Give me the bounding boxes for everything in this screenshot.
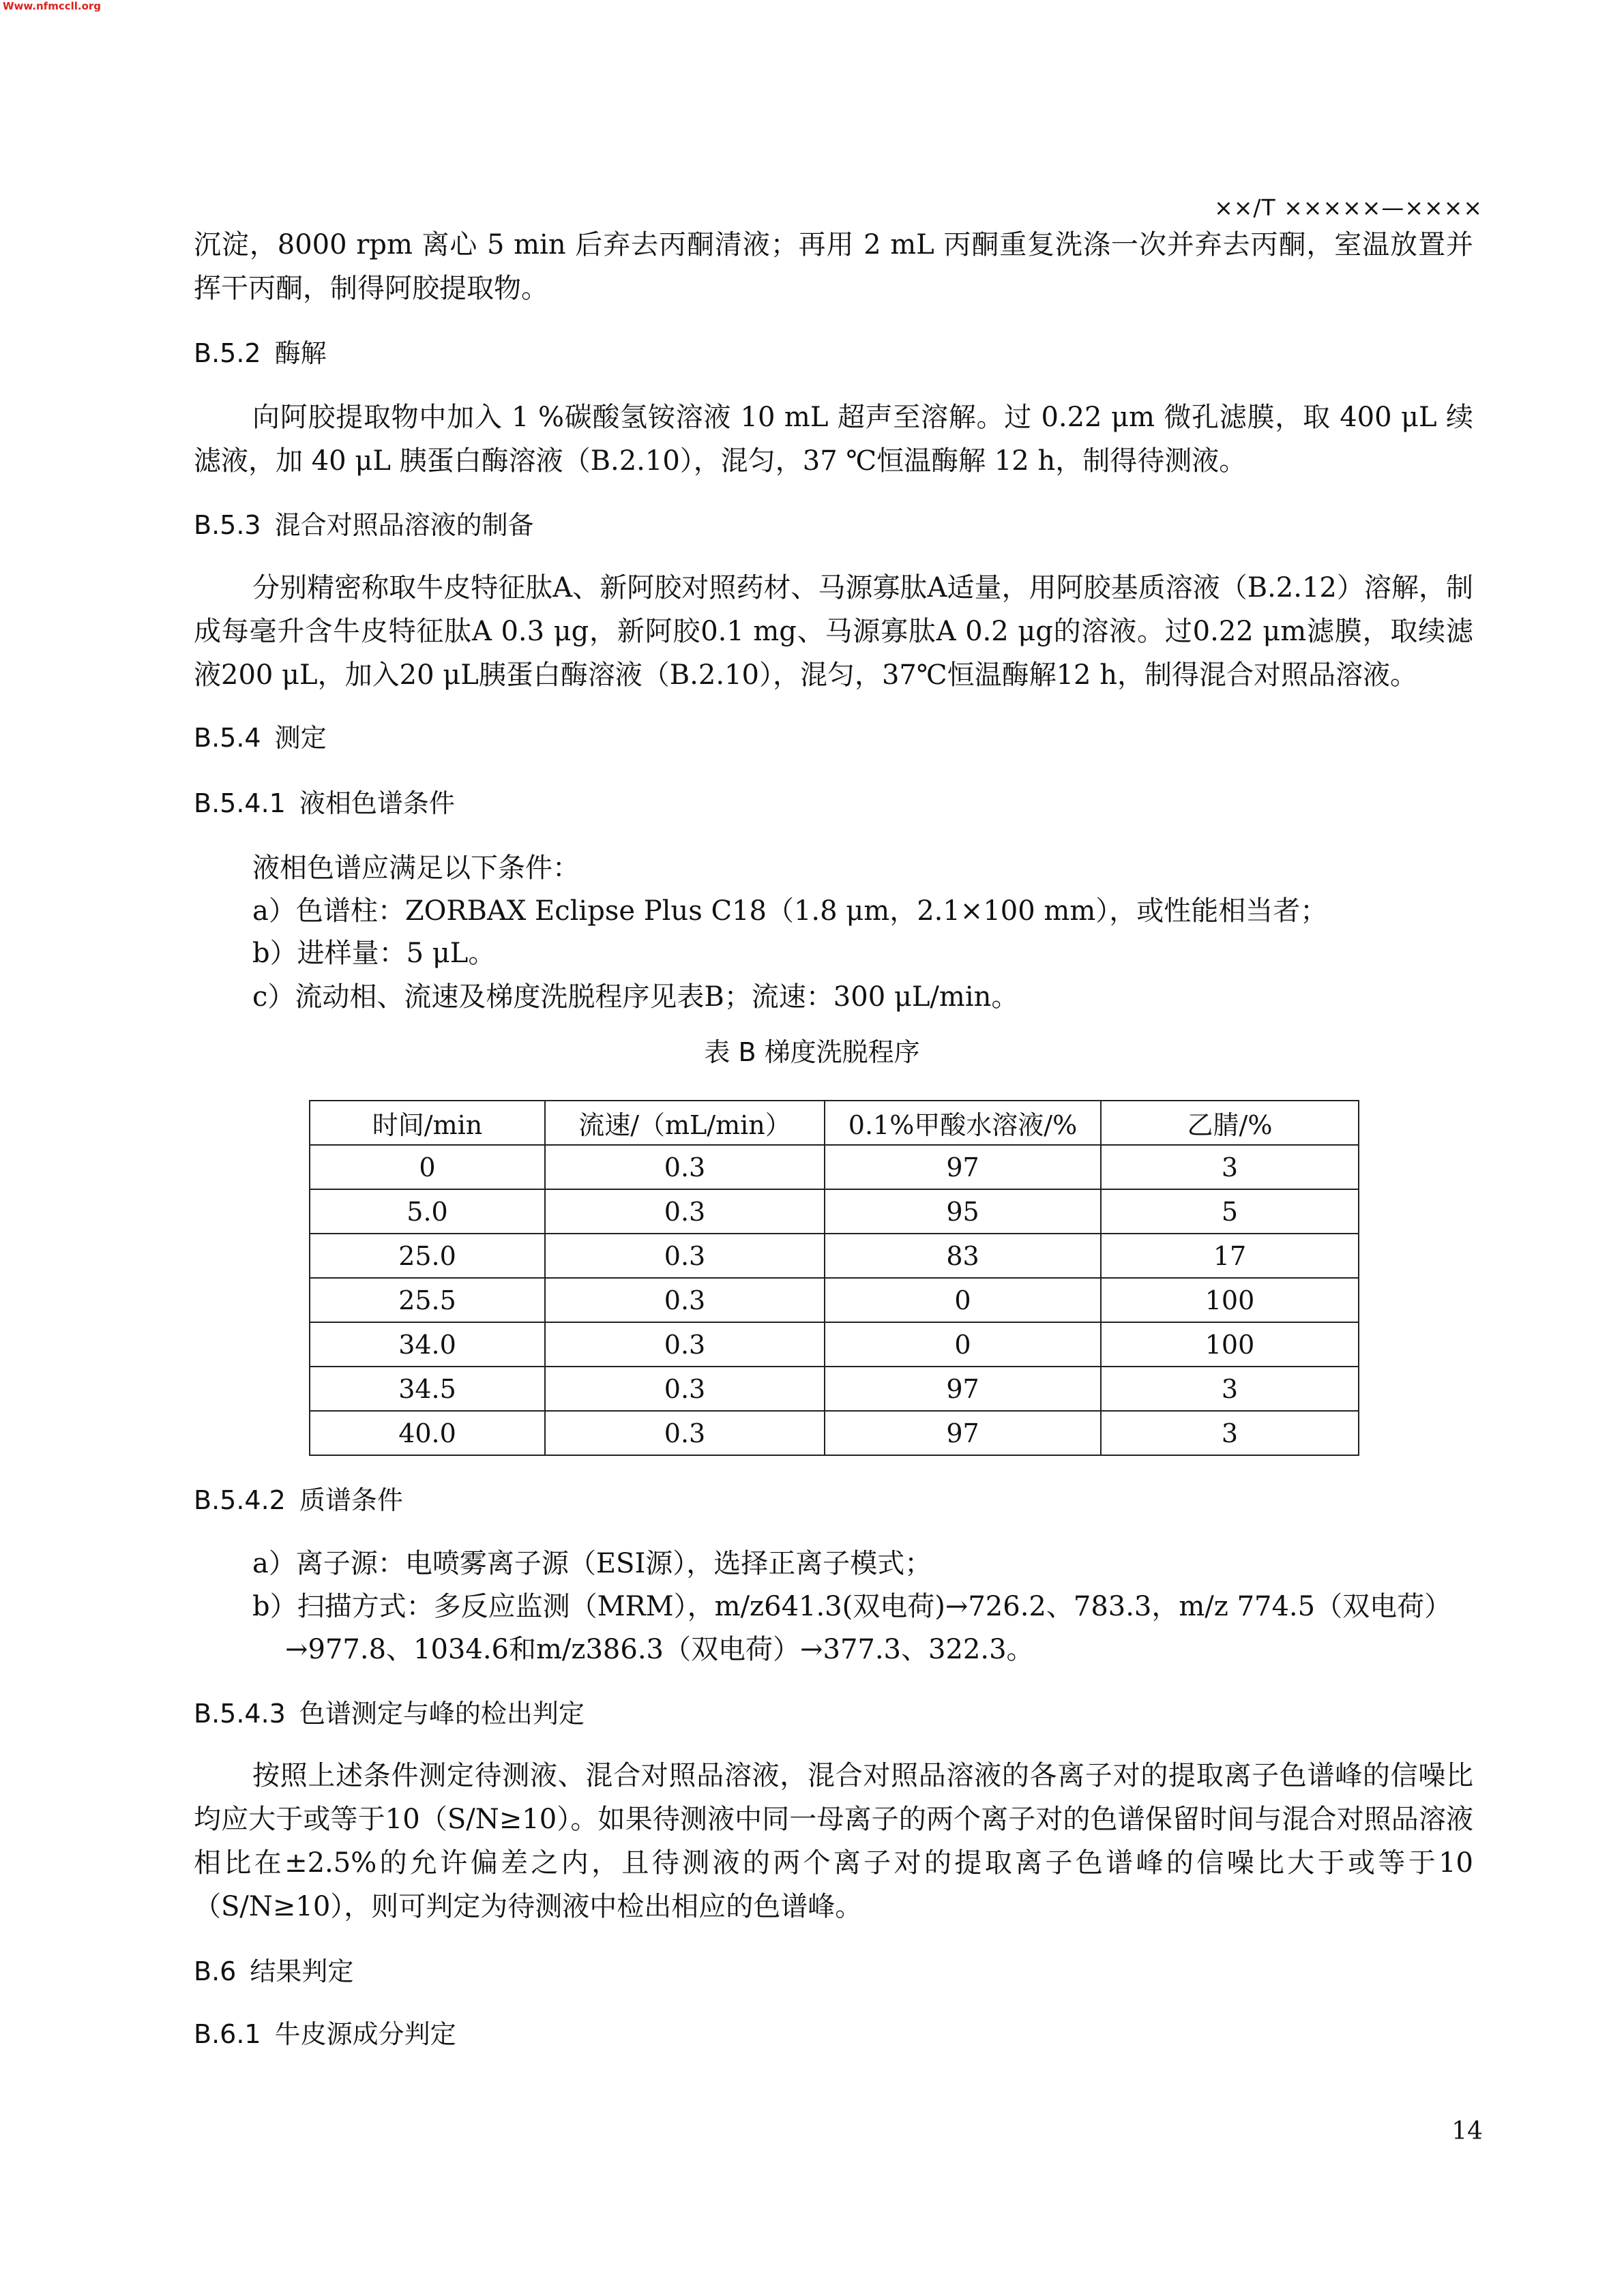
table-caption: 表 B 梯度洗脱程序 <box>704 1037 920 1067</box>
table-cell: 40.0 <box>310 1411 545 1455</box>
table-cell: 5 <box>1101 1189 1359 1234</box>
lc-item-c: c）流动相、流速及梯度洗脱程序见表B；流速：300 μL/min。 <box>252 981 1019 1013</box>
table-row <box>310 1367 1359 1411</box>
table-cell: 0.3 <box>545 1278 825 1322</box>
table-cell: 0.3 <box>545 1189 825 1234</box>
heading-number: B.6 <box>194 1956 237 1986</box>
heading-title: 质谱条件 <box>299 1485 403 1515</box>
heading-b52 <box>194 336 327 370</box>
heading-number: B.5.2 <box>194 338 261 368</box>
table-cell: 97 <box>825 1367 1101 1411</box>
ms-item-b: b）扫描方式：多反应监测（MRM），m/z641.3(双电荷)→726.2、783.3，m/z 774.5（双电荷） <box>252 1591 1452 1622</box>
column-header-time: 时间/min <box>310 1101 545 1145</box>
table-cell: 5.0 <box>310 1189 545 1234</box>
heading-number: B.6.1 <box>194 2019 261 2049</box>
heading-title: 结果判定 <box>250 1956 354 1986</box>
table-cell: 34.0 <box>310 1322 545 1367</box>
table-cell: 3 <box>1101 1367 1359 1411</box>
heading-number: B.5.4 <box>194 723 261 753</box>
table-cell: 97 <box>825 1411 1101 1455</box>
heading-b6 <box>194 1954 353 1988</box>
ms-item-b-continued: →977.8、1034.6和m/z386.3（双电荷）→377.3、322.3。 <box>285 1634 1034 1665</box>
document-code-header: ××/T ×××××—×××× <box>1214 194 1483 221</box>
table-cell: 25.5 <box>310 1278 545 1322</box>
table-cell: 17 <box>1101 1234 1359 1278</box>
table-cell: 0.3 <box>545 1145 825 1189</box>
table-cell: 97 <box>825 1145 1101 1189</box>
table-row <box>310 1411 1359 1455</box>
table-cell: 100 <box>1101 1278 1359 1322</box>
table-header-row <box>310 1101 1359 1145</box>
gradient-elution-table <box>309 1100 1359 1456</box>
lc-item-b: b）进样量：5 μL。 <box>252 938 496 969</box>
table-cell: 0.3 <box>545 1322 825 1367</box>
table-cell: 0.3 <box>545 1367 825 1411</box>
table-cell: 0.3 <box>545 1411 825 1455</box>
table-row <box>310 1322 1359 1367</box>
table-row <box>310 1234 1359 1278</box>
heading-number: B.5.3 <box>194 510 261 540</box>
heading-b53 <box>194 508 534 542</box>
table-cell: 0 <box>310 1145 545 1189</box>
table-cell: 95 <box>825 1189 1101 1234</box>
table-row <box>310 1189 1359 1234</box>
table-cell: 83 <box>825 1234 1101 1278</box>
paragraph-b52: 向阿胶提取物中加入 1 %碳酸氢铵溶液 10 mL 超声至溶解。过 0.22 μm 微孔滤膜，取 400 μL 续滤液，加 40 μL 胰蛋白酶溶液（B.2.10），混匀，37 ℃恒温酶解 12 h，制得待测液。 <box>194 402 1473 477</box>
table-cell: 34.5 <box>310 1367 545 1411</box>
paragraph-b53: 分别精密称取牛皮特征肽A、新阿胶对照药材、马源寡肽A适量，用阿胶基质溶液（B.2.12）溶解，制成每毫升含牛皮特征肽A 0.3 μg，新阿胶0.1 mg、马源寡肽A 0.2 μg的溶液。过0.22 μm滤膜，取续滤液200 μL，加入20 μL胰蛋白酶溶液（B.2.10），混匀，37℃恒温酶解12 h，制得混合对照品溶液。 <box>194 572 1473 691</box>
site-watermark: Www.nfmccll.org <box>3 0 102 12</box>
table-cell: 3 <box>1101 1411 1359 1455</box>
heading-title: 测定 <box>274 723 327 753</box>
table-cell: 100 <box>1101 1322 1359 1367</box>
column-header-flow: 流速/（mL/min） <box>545 1101 825 1145</box>
table-cell: 3 <box>1101 1145 1359 1189</box>
ms-item-a: a）离子源：电喷雾离子源（ESI源），选择正离子模式； <box>252 1548 932 1579</box>
heading-b543 <box>194 1697 585 1731</box>
heading-title: 色谱测定与峰的检出判定 <box>299 1699 585 1729</box>
table-cell: 0 <box>825 1278 1101 1322</box>
lc-intro: 液相色谱应满足以下条件： <box>252 852 580 884</box>
column-header-acetonitrile: 乙腈/% <box>1101 1101 1359 1145</box>
table-cell: 0.3 <box>545 1234 825 1278</box>
heading-number: B.5.4.2 <box>194 1485 286 1515</box>
page-number: 14 <box>1451 2117 1483 2145</box>
heading-b542 <box>194 1483 403 1517</box>
column-header-formic-acid: 0.1%甲酸水溶液/% <box>825 1101 1101 1145</box>
table-cell: 0 <box>825 1322 1101 1367</box>
heading-b61 <box>194 2017 456 2051</box>
heading-title: 牛皮源成分判定 <box>274 2019 456 2049</box>
heading-number: B.5.4.3 <box>194 1699 286 1729</box>
table-row <box>310 1145 1359 1189</box>
lc-item-a: a）色谱柱：ZORBAX Eclipse Plus C18（1.8 μm，2.1×100 mm），或性能相当者； <box>252 895 1328 927</box>
paragraph-continued: 沉淀，8000 rpm 离心 5 min 后弃去丙酮清液；再用 2 mL 丙酮重复洗涤一次并弃去丙酮，室温放置并挥干丙酮，制得阿胶提取物。 <box>194 229 1473 304</box>
heading-number: B.5.4.1 <box>194 788 286 818</box>
heading-title: 液相色谱条件 <box>299 788 455 818</box>
heading-b541 <box>194 786 455 820</box>
heading-title: 酶解 <box>274 338 327 368</box>
table-cell: 25.0 <box>310 1234 545 1278</box>
paragraph-b543: 按照上述条件测定待测液、混合对照品溶液，混合对照品溶液的各离子对的提取离子色谱峰的信噪比均应大于或等于10（S/N≥10）。如果待测液中同一母离子的两个离子对的色谱保留时间与混合对照品溶液相比在±2.5%的允许偏差之内，且待测液的两个离子对的提取离子色谱峰的信噪比大于或等于10（S/N≥10），则可判定为待测液中检出相应的色谱峰。 <box>194 1760 1473 1922</box>
table-row <box>310 1278 1359 1322</box>
heading-b54 <box>194 721 327 755</box>
heading-title: 混合对照品溶液的制备 <box>274 510 534 540</box>
